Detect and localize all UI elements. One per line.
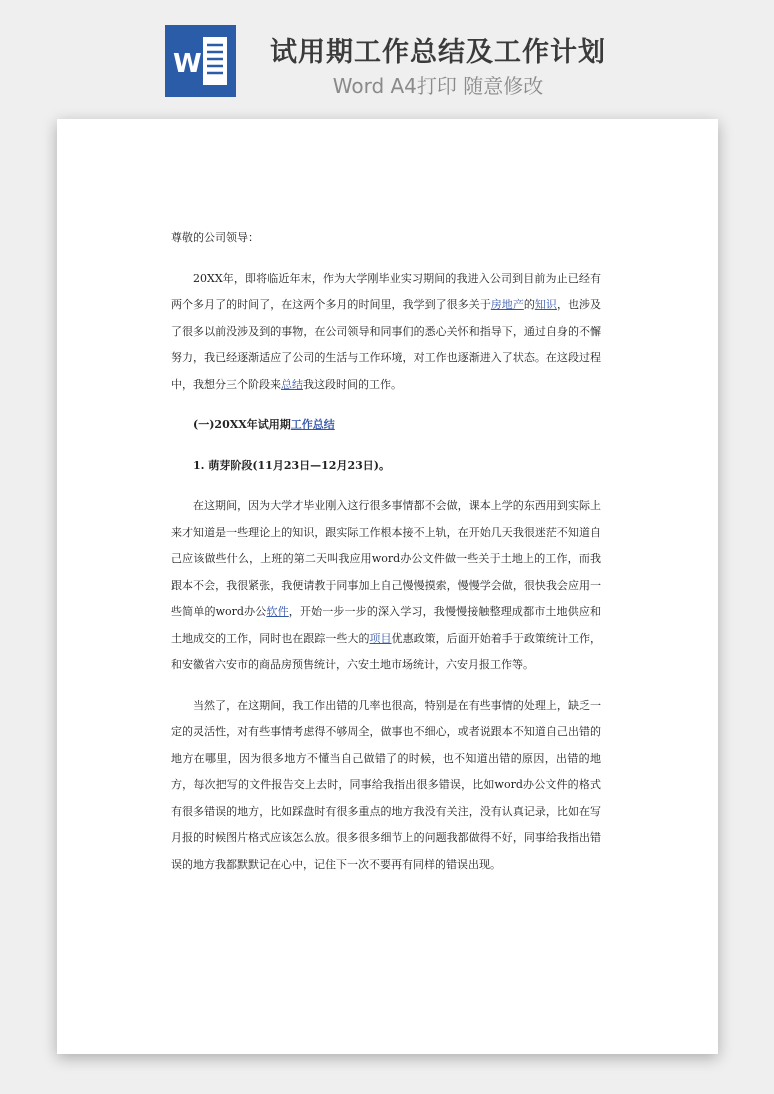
link-project[interactable]: 项目 (369, 631, 392, 645)
stage1-text-2: ，开始一步一步的深入学习，我慢慢接触整理成都市土地供应和土地成交的工作，同时也在跟踪一些大的 (171, 605, 602, 645)
intro-text-1: 20XX年，即将临近年末，作为大学刚毕业实习期间的我进入公司到目前为止已经有两个多月了的时间了，在这两个多月的时间里，我学到了很多关于 (171, 271, 601, 311)
link-real-estate[interactable]: 房地产 (490, 298, 524, 311)
word-icon-letter: W (173, 49, 202, 79)
banner-subtitle: Word A4打印 随意修改 (332, 74, 544, 98)
document-body (171, 225, 601, 878)
word-document-icon (165, 25, 236, 97)
link-software[interactable]: 软件 (266, 605, 289, 618)
link-knowledge[interactable]: 知识 (534, 298, 557, 311)
link-summary[interactable]: 总结 (281, 377, 303, 391)
banner (0, 0, 774, 110)
paragraph-mistakes: 当然了，在这期间，我工作出错的几率也很高，特别是在有些事情的处理上，缺乏一定的灵活性，对有些事情考虑得不够周全，做事也不细心，或者说跟本不知道自己出错的地方在哪里，因为很多地方不懂当自己做错了的时候，也不知道出错的原因，出错的地方，每次把写的文件报告交上去时，同事给我指出很多错误，比如word办公文件的格式有很多错误的地方，比如踩盘时有很多重点的地方我没有关注，没有认真记录，比如在写月报的时候图片格式应该怎么放。很多很多细节上的问题我都做得不好，同事给我指出错误的地方我都默默记在心中，记住下一次不要再有同样的错误出现。 (171, 698, 601, 871)
banner-title: 试用期工作总结及工作计划 (270, 37, 606, 68)
intro-text-3: ，也涉及了很多以前没涉及到的事物，在公司领导和同事们的悉心关怀和指导下，通过自身的不懈努力，我已经逐渐适应了公司的生活与工作环境，对工作也逐渐进入了状态。在这段过程中，我想分三个阶段来 (171, 298, 602, 391)
link-work-summary[interactable]: 工作总结 (290, 418, 335, 431)
section-heading-prefix: (一)20XX年试用期 (193, 418, 291, 431)
paragraph-stage1 (171, 493, 601, 679)
stage1-text-3: 优惠政策，后面开始着手于政策统计工作，和安徽省六安市的商品房预售统计，六安土地市场统计，六安月报工作等。 (171, 631, 602, 671)
paragraph-intro (171, 266, 601, 399)
document-page (57, 119, 718, 1054)
section-heading (171, 412, 601, 439)
stage1-text-1: 在这期间，因为大学才毕业刚入这行很多事情都不会做，课本上学的东西用到实际上来才知道是一些理论上的知识，跟实际工作根本接不上轨，在开始几天我很迷茫不知道自己应该做些什么，上班的第二天叫我应用word办公文件做一些关于土地上的工作，而我跟本不会，我很紧张，我便请教于同事加上自己慢慢摸索，慢慢学会做，很快我会应用一些简单的word办公 (171, 499, 601, 618)
stage-heading: 1. 萌芽阶段(11月23日—12月23日)。 (193, 458, 390, 472)
salutation: 尊敬的公司领导： (171, 231, 259, 244)
intro-text-4: 我这段时间的工作。 (303, 377, 402, 391)
intro-text-2: 的 (523, 298, 535, 311)
